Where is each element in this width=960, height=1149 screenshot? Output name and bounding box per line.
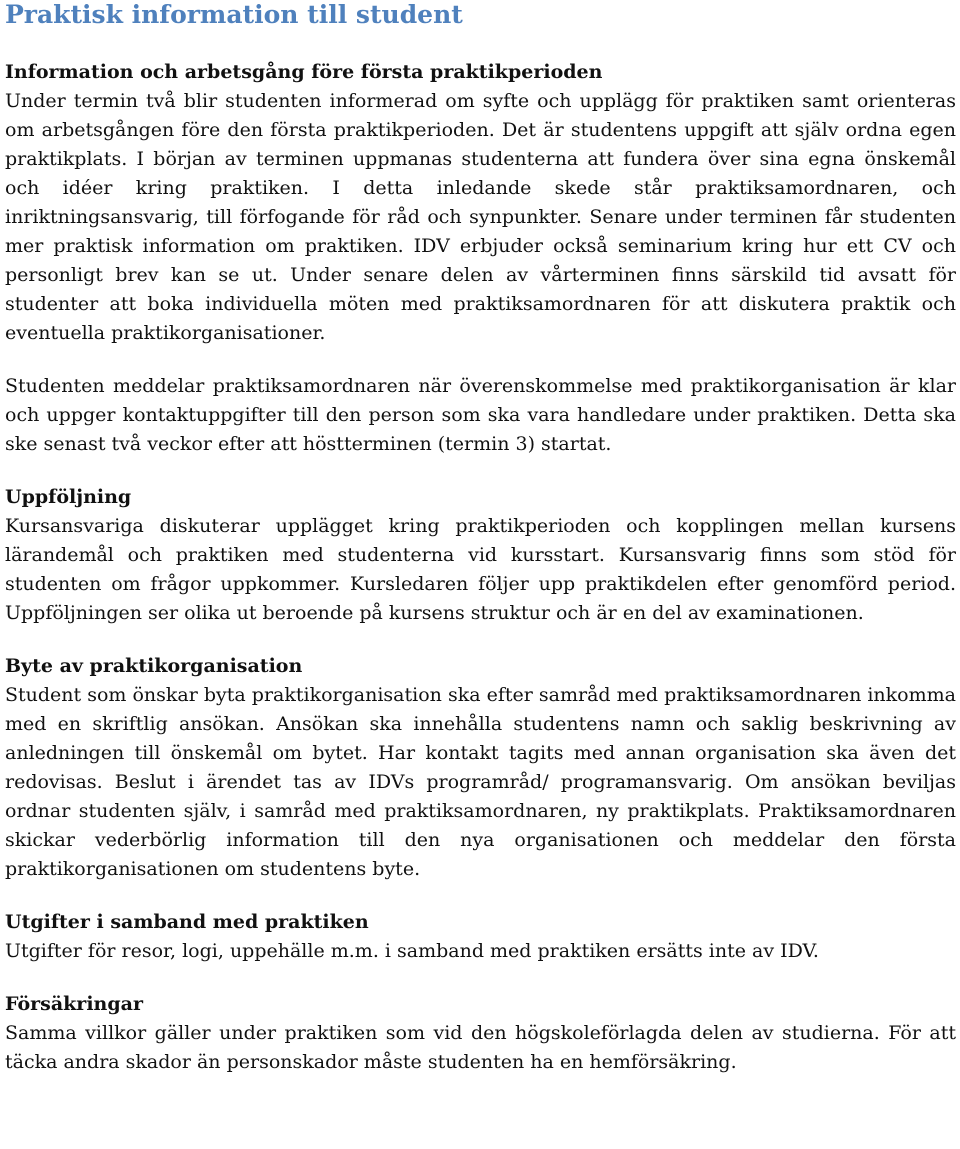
section-utgifter (5, 908, 956, 966)
section-paragraph: Studenten meddelar praktiksamordnaren när överenskommelse med praktikorganisation är klar och uppger kontaktuppgifter till den person som ska vara handledare under praktiken. Detta ska ske senast två veckor efter att höstterminen (termin 3) startat. (5, 375, 956, 455)
section-spacer (5, 884, 956, 908)
section-uppfoljning (5, 483, 956, 628)
section-heading: Uppföljning (5, 486, 132, 508)
section-paragraph: Kursansvariga diskuterar upplägget kring praktikperioden och kopplingen mellan kursens lärandemål och praktiken med studenterna vid kursstart. Kursansvarig finns som stöd för studenten om frågor uppkommer. Kursledaren följer upp praktikdelen efter genomförd period. Uppföljningen ser olika ut beroende på kursens struktur och är en del av examinationen. (5, 515, 956, 624)
section-paragraph: Utgifter för resor, logi, uppehälle m.m. i samband med praktiken ersätts inte av IDV. (5, 940, 819, 962)
paragraph-spacer (5, 348, 956, 372)
section-byte (5, 652, 956, 884)
section-heading: Information och arbetsgång före första praktikperioden (5, 61, 603, 83)
section-heading: Byte av praktikorganisation (5, 655, 303, 677)
section-heading: Utgifter i samband med praktiken (5, 911, 369, 933)
section-paragraph: Student som önskar byta praktikorganisation ska efter samråd med praktiksamordnaren inkomma med en skriftlig ansökan. Ansökan ska innehålla studentens namn och saklig beskrivning av anledningen till önskemål om bytet. Har kontakt tagits med annan organisation ska även det redovisas. Beslut i ärendet tas av IDVs programråd/ programansvarig. Om ansökan beviljas ordnar studenten själv, i samråd med praktiksamordnaren, ny praktikplats. Praktiksamordnaren skickar vederbörlig information till den nya organisationen och meddelar den första praktikorganisationen om studentens byte. (5, 684, 956, 880)
section-spacer (5, 628, 956, 652)
document-title: Praktisk information till student (5, 0, 463, 29)
section-spacer (5, 459, 956, 483)
section-forsakringar (5, 990, 956, 1077)
section-heading: Försäkringar (5, 993, 143, 1015)
section-spacer (5, 966, 956, 990)
section-paragraph: Samma villkor gäller under praktiken som vid den högskoleförlagda delen av studierna. För att täcka andra skador än personskador måste studenten ha en hemförsäkring. (5, 1022, 956, 1073)
section-paragraph: Under termin två blir studenten informerad om syfte och upplägg för praktiken samt orienteras om arbetsgången före den första praktikperioden. Det är studentens uppgift att själv ordna egen praktikplats. I början av terminen uppmanas studenterna att fundera över sina egna önskemål och idéer kring praktiken. I detta inledande skede står praktiksamordnaren, och inriktningsansvarig, till förfogande för råd och synpunkter. Senare under terminen får studenten mer praktisk information om praktiken. IDV erbjuder också seminarium kring hur ett CV och personligt brev kan se ut. Under senare delen av vårterminen finns särskild tid avsatt för studenter att boka individuella möten med praktiksamordnaren för att diskutera praktik och eventuella praktikorganisationer. (5, 90, 956, 344)
section-information (5, 58, 956, 459)
